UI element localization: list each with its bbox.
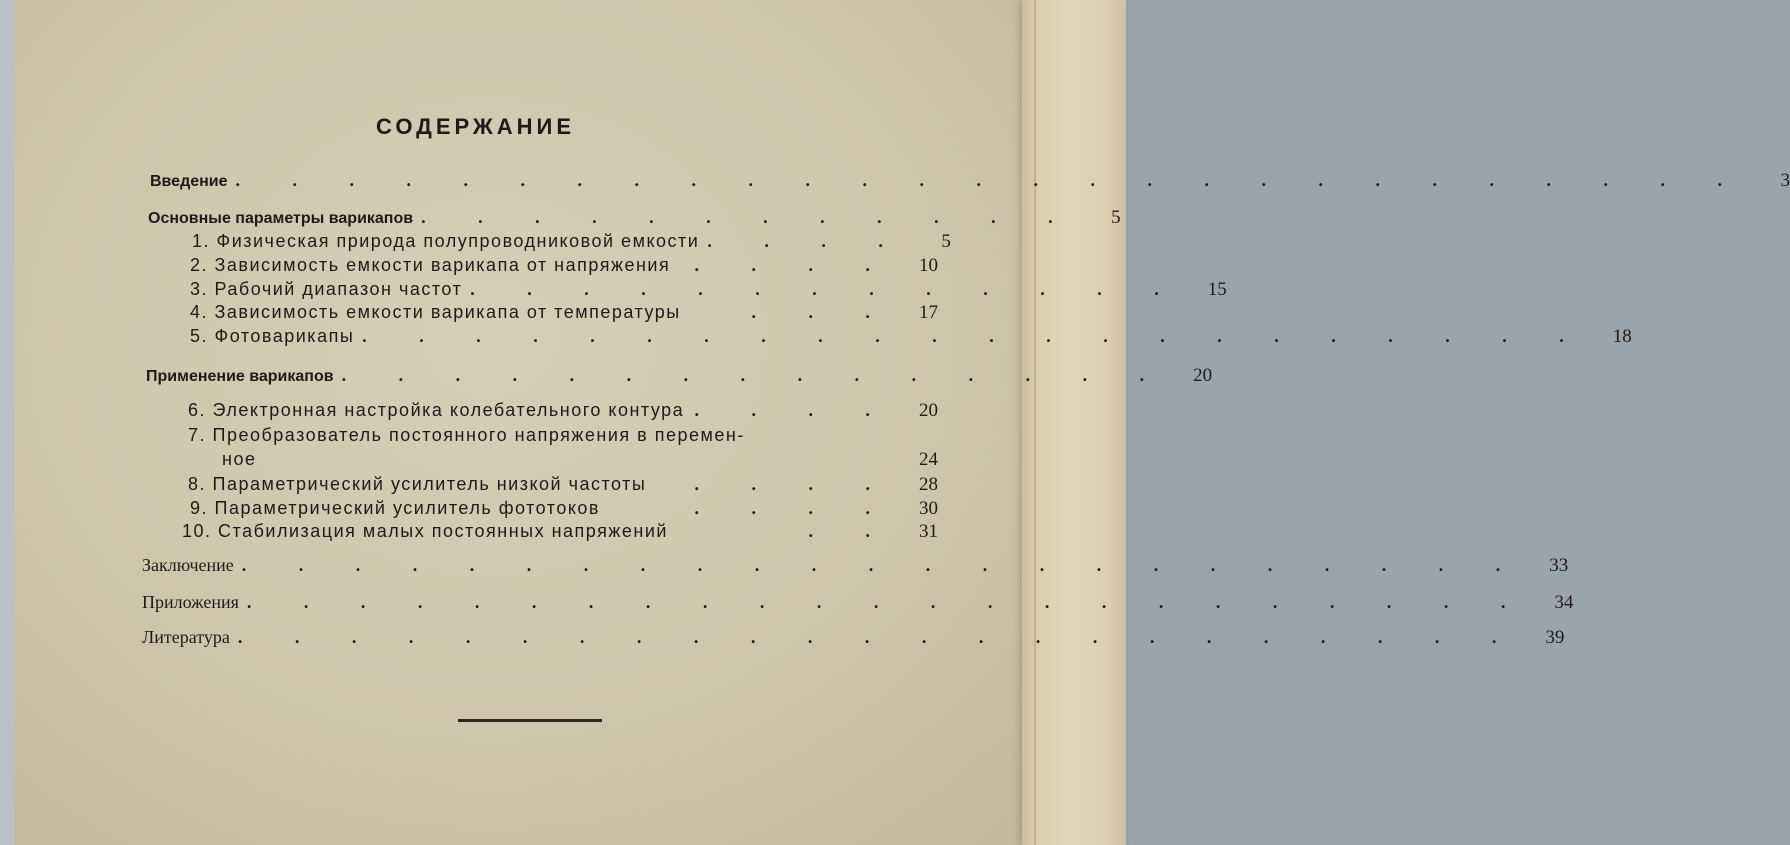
toc-entry-page: 20 — [919, 400, 938, 421]
toc-entry-3 — [190, 279, 1227, 301]
dot-leader: . . . . — [694, 474, 894, 494]
toc-title: СОДЕРЖАНИЕ — [376, 114, 576, 139]
toc-entry-6 — [188, 400, 938, 422]
toc-entry-label: 7. Преобразователь постоянного напряжения в перемен- — [188, 425, 745, 445]
toc-entry-label: 6. Электронная настройка колебательного контура — [188, 400, 685, 420]
toc-entry-label: Введение — [150, 173, 228, 190]
toc-entry-9 — [190, 498, 938, 520]
toc-entry-introduction — [150, 170, 1790, 192]
toc-entry-label: 4. Зависимость емкости варикапа от температуры — [190, 302, 681, 322]
dot-leader: . . . . . . . . . . . . . . . . . . . . . . . — [241, 555, 1525, 575]
toc-entry-page: 18 — [1612, 326, 1632, 347]
toc-entry-page: 34 — [1554, 592, 1574, 613]
toc-entry-5 — [190, 326, 1632, 348]
toc-entry-label: 8. Параметрический усилитель низкой частоты — [188, 474, 647, 494]
toc-entry-label: Заключение — [142, 555, 234, 575]
toc-entry-page: 24 — [919, 449, 938, 470]
toc-entry-label: 1. Физическая природа полупроводниковой емкости — [192, 231, 700, 251]
toc-entry-page: 10 — [919, 255, 938, 276]
toc-entry-2 — [190, 255, 938, 277]
toc-entry-page: 31 — [919, 521, 938, 542]
toc-entry-page: 39 — [1545, 627, 1565, 648]
dot-leader: . . . . . . . . . . . . . . . . . . . . . . . — [246, 592, 1530, 612]
toc-entry-4 — [190, 302, 938, 324]
toc-entry-page: 15 — [1207, 279, 1227, 300]
toc-entry-applications — [146, 365, 1213, 387]
toc-entry-label: 2. Зависимость емкости варикапа от напряжения — [190, 255, 671, 275]
toc-entry-label: Литература — [142, 627, 230, 647]
toc-entry-7-continuation — [222, 449, 938, 471]
end-rule — [458, 719, 602, 722]
dot-leader: . . . — [751, 302, 894, 322]
toc-entry-page: 30 — [919, 498, 938, 519]
dot-leader: . . — [808, 521, 894, 541]
toc-entry-7 — [188, 425, 888, 446]
toc-entry-page: 17 — [919, 302, 938, 323]
toc-entry-page: 28 — [919, 474, 938, 495]
dot-leader: . . . . . . . . . . . . . . . — [341, 365, 1169, 385]
dot-leader: . . . . . . . . . . . . . . . . . . . . . . . — [237, 627, 1521, 647]
toc-entry-conclusion — [142, 555, 1569, 577]
toc-entry-page: 5 — [1111, 207, 1121, 228]
dot-leader: . . . . . . . . . . . . . — [470, 279, 1183, 299]
toc-entry-1 — [192, 231, 951, 253]
toc-entry-page: 33 — [1549, 555, 1569, 576]
dot-leader: . . . . — [694, 400, 894, 420]
toc-entry-label: 9. Параметрический усилитель фототоков — [190, 498, 600, 518]
toc-entry-page: 20 — [1193, 365, 1213, 386]
toc-entry-page: 5 — [941, 231, 951, 252]
dot-leader: . . . . . . . . . . . . . . . . . . . . . . . . . . . — [235, 170, 1747, 190]
dot-leader: . . . . . . . . . . . . . . . . . . . . . . — [362, 326, 1588, 346]
toc-entry-literature — [142, 627, 1565, 649]
toc-entry-label: 10. Стабилизация малых постоянных напряжений — [182, 521, 668, 541]
toc-entry-main-parameters — [148, 207, 1121, 229]
dot-leader: . . . . — [694, 255, 894, 275]
toc-entry-label: 3. Рабочий диапазон частот — [190, 279, 463, 299]
dot-leader: . . . . . . . . . . . . — [421, 207, 1077, 227]
toc-entry-10 — [182, 521, 938, 543]
dot-leader: . . . . — [694, 498, 894, 518]
toc-entry-appendices — [142, 592, 1574, 614]
toc-entry-label: Основные параметры варикапов — [148, 210, 414, 227]
toc-entry-label: 5. Фотоварикапы — [190, 326, 355, 346]
toc-entry-label: Приложения — [142, 592, 239, 612]
toc-entry-label-continuation: ное — [222, 449, 257, 469]
toc-entry-label: Применение варикапов — [146, 368, 334, 385]
toc-entry-8 — [188, 474, 938, 496]
toc-entry-page: 3 — [1780, 170, 1790, 191]
dot-leader: . . . . — [707, 231, 907, 251]
